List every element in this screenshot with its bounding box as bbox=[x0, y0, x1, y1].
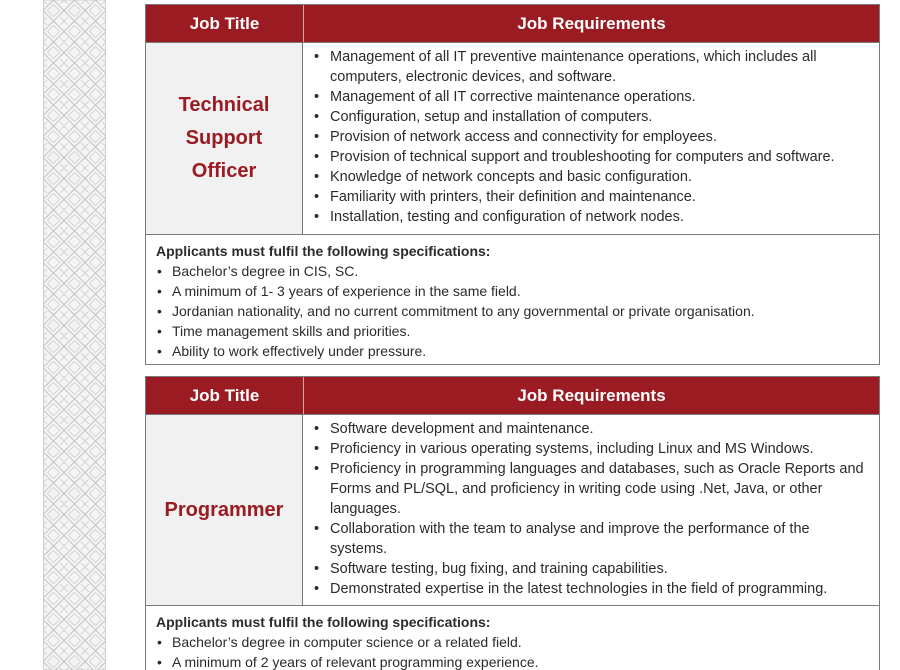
requirements-cell bbox=[303, 415, 879, 605]
job-title-header: Job Title bbox=[146, 377, 304, 414]
specification-item: • Bachelor’s degree in computer science or a related field. bbox=[156, 632, 869, 652]
geometric-pattern-icon bbox=[43, 0, 106, 670]
requirement-item: • Proficiency in programming languages and databases, such as Oracle Reports and Forms and PL/SQL, and proficiency in writing code using .Net, Java, or other languages. bbox=[311, 459, 869, 519]
job-title-text: Technical Support Officer bbox=[178, 94, 270, 182]
requirement-item: • Provision of network access and connectivity for employees. bbox=[311, 127, 869, 147]
requirements-cell bbox=[303, 43, 879, 234]
requirement-item: • Collaboration with the team to analyse and improve the performance of the systems. bbox=[311, 519, 869, 559]
specifications-list bbox=[156, 632, 869, 670]
requirement-item: • Installation, testing and configuration of network nodes. bbox=[311, 207, 869, 227]
table-body bbox=[146, 414, 879, 606]
specification-item: • A minimum of 2 years of relevant programming experience. bbox=[156, 652, 869, 670]
specification-item: • Time management skills and priorities. bbox=[156, 321, 869, 341]
specification-item: • Bachelor’s degree in CIS, SC. bbox=[156, 261, 869, 281]
specifications-heading: Applicants must fulfil the following specifications: bbox=[156, 243, 491, 259]
requirement-item: • Knowledge of network concepts and basic configuration. bbox=[311, 167, 869, 187]
specifications-heading: Applicants must fulfil the following specifications: bbox=[156, 614, 491, 630]
requirement-item: • Provision of technical support and troubleshooting for computers and software. bbox=[311, 147, 869, 167]
specifications-block bbox=[146, 235, 879, 361]
requirement-item: • Software development and maintenance. bbox=[311, 419, 869, 439]
job-title-cell bbox=[146, 43, 303, 234]
specification-item: • Jordanian nationality, and no current commitment to any governmental or private organisation. bbox=[156, 301, 869, 321]
specifications-block bbox=[146, 606, 879, 670]
requirement-item: • Software testing, bug fixing, and training capabilities. bbox=[311, 559, 869, 579]
specification-item: • A minimum of 1- 3 years of experience in the same field. bbox=[156, 281, 869, 301]
requirement-item: • Management of all IT corrective maintenance operations. bbox=[311, 87, 869, 107]
requirement-item: • Configuration, setup and installation of computers. bbox=[311, 107, 869, 127]
decorative-pattern-strip bbox=[43, 0, 106, 670]
job-requirements-header: Job Requirements bbox=[517, 13, 666, 33]
requirement-item: • Management of all IT preventive maintenance operations, which includes all computers, electronic devices, and software. bbox=[311, 47, 869, 87]
job-title-cell bbox=[146, 415, 303, 605]
job-table-technical-support bbox=[145, 4, 880, 365]
table-header bbox=[146, 377, 879, 414]
job-title-header: Job Title bbox=[146, 5, 304, 42]
requirement-item: • Demonstrated expertise in the latest technologies in the field of programming. bbox=[311, 579, 869, 599]
specification-item: • Ability to work effectively under pressure. bbox=[156, 341, 869, 361]
table-header bbox=[146, 5, 879, 42]
job-requirements-header: Job Requirements bbox=[517, 385, 666, 405]
job-title-text: Programmer bbox=[164, 498, 284, 521]
requirement-item: • Proficiency in various operating systems, including Linux and MS Windows. bbox=[311, 439, 869, 459]
requirements-list bbox=[311, 419, 869, 599]
specifications-list bbox=[156, 261, 869, 361]
requirements-list bbox=[311, 47, 869, 227]
requirement-item: • Familiarity with printers, their definition and maintenance. bbox=[311, 187, 869, 207]
table-body bbox=[146, 42, 879, 235]
job-table-programmer bbox=[145, 376, 880, 670]
